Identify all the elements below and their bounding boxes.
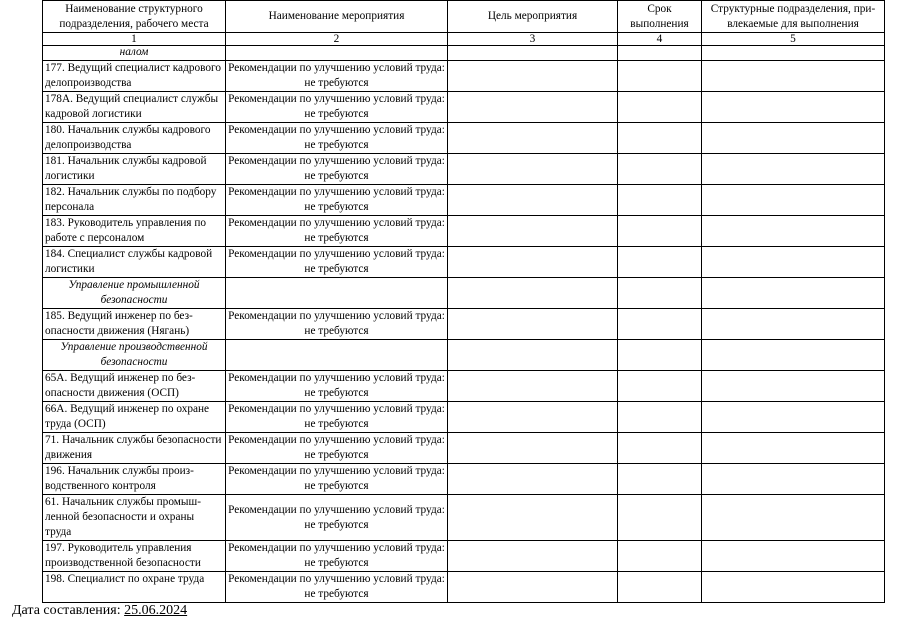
workplace-cell: 66А. Ведущий инженер по охране труда (ОСП) <box>43 402 226 433</box>
workplace-cell: 196. Начальник службы производственного контроля <box>43 464 226 495</box>
header-workplace: Наименование структурного подразделения, рабочего места <box>43 1 226 33</box>
workplace-cell: 178А. Ведущий специалист службы кадровой логистики <box>43 92 226 123</box>
section-title: Управление промышленной безопасности <box>43 278 226 309</box>
workplace-cell: 181. Начальник службы кадровой логистики <box>43 154 226 185</box>
workplace-cell: 65А. Ведущий инженер по безопасности движения (ОСП) <box>43 371 226 402</box>
workplace-cell: 182. Начальник службы по подбору персонала <box>43 185 226 216</box>
header-measure: Наименование мероприятия <box>226 1 448 33</box>
measure-cell: Рекомендации по улучшению условий труда: не требуются <box>226 309 448 340</box>
workplace-cell: 184. Специалист службы кадровой логистики <box>43 247 226 278</box>
table-row <box>43 495 885 541</box>
table-row <box>43 247 885 278</box>
column-number: 3 <box>448 33 618 46</box>
workplace-cell: 71. Начальник службы безопасности движения <box>43 433 226 464</box>
header-deadline: Срок выполнения <box>618 1 702 33</box>
measure-cell: Рекомендации по улучшению условий труда: не требуются <box>226 371 448 402</box>
table-row <box>43 402 885 433</box>
workplace-cell: 61. Начальник службы промышленной безопасности и охраны труда <box>43 495 226 541</box>
workplace-cell: 177. Ведущий специалист кадрового делопроизводства <box>43 61 226 92</box>
workplace-cell: 198. Специалист по охране труда <box>43 572 226 603</box>
measure-cell: Рекомендации по улучшению условий труда: не требуются <box>226 61 448 92</box>
column-number: 5 <box>702 33 885 46</box>
table-row <box>43 464 885 495</box>
section-row <box>43 340 885 371</box>
column-number: 2 <box>226 33 448 46</box>
measure-cell: Рекомендации по улучшению условий труда: не требуются <box>226 92 448 123</box>
table-row <box>43 371 885 402</box>
measure-cell: Рекомендации по улучшению условий труда: не требуются <box>226 402 448 433</box>
measure-cell: Рекомендации по улучшению условий труда: не требуются <box>226 541 448 572</box>
section-row <box>43 278 885 309</box>
measure-cell: Рекомендации по улучшению условий труда: не требуются <box>226 495 448 541</box>
table-row <box>43 309 885 340</box>
table-row <box>43 572 885 603</box>
column-number-row <box>43 33 885 46</box>
header-goal: Цель мероприятия <box>448 1 618 33</box>
measure-cell: Рекомендации по улучшению условий труда: не требуются <box>226 464 448 495</box>
compilation-date <box>12 603 187 619</box>
table-row <box>43 61 885 92</box>
column-number: 4 <box>618 33 702 46</box>
column-number: 1 <box>43 33 226 46</box>
section-title: Управление производственной безопасности <box>43 340 226 371</box>
table-row <box>43 123 885 154</box>
measure-cell: Рекомендации по улучшению условий труда: не требуются <box>226 216 448 247</box>
section-row <box>43 46 885 61</box>
compilation-date-label: Дата составления: <box>12 603 121 618</box>
table-row <box>43 541 885 572</box>
table-row <box>43 92 885 123</box>
measure-cell: Рекомендации по улучшению условий труда: не требуются <box>226 154 448 185</box>
measure-cell: Рекомендации по улучшению условий труда: не требуются <box>226 123 448 154</box>
table-row <box>43 185 885 216</box>
table-row <box>43 216 885 247</box>
workplace-cell: 185. Ведущий инженер по безопасности движения (Нягань) <box>43 309 226 340</box>
table-row <box>43 154 885 185</box>
header-row <box>43 1 885 33</box>
header-departments: Структурные подразделения, привлекаемые для выполнения <box>702 1 885 33</box>
measures-table <box>42 0 885 603</box>
compilation-date-value: 25.06.2024 <box>124 603 188 618</box>
measure-cell: Рекомендации по улучшению условий труда: не требуются <box>226 185 448 216</box>
measure-cell: Рекомендации по улучшению условий труда: не требуются <box>226 433 448 464</box>
section-title: налом <box>43 46 226 61</box>
measure-cell: Рекомендации по улучшению условий труда: не требуются <box>226 247 448 278</box>
workplace-cell: 183. Руководитель управления по работе с персоналом <box>43 216 226 247</box>
workplace-cell: 180. Начальник службы кадрового делопроизводства <box>43 123 226 154</box>
workplace-cell: 197. Руководитель управления производственной безопасности <box>43 541 226 572</box>
table-row <box>43 433 885 464</box>
measure-cell: Рекомендации по улучшению условий труда: не требуются <box>226 572 448 603</box>
